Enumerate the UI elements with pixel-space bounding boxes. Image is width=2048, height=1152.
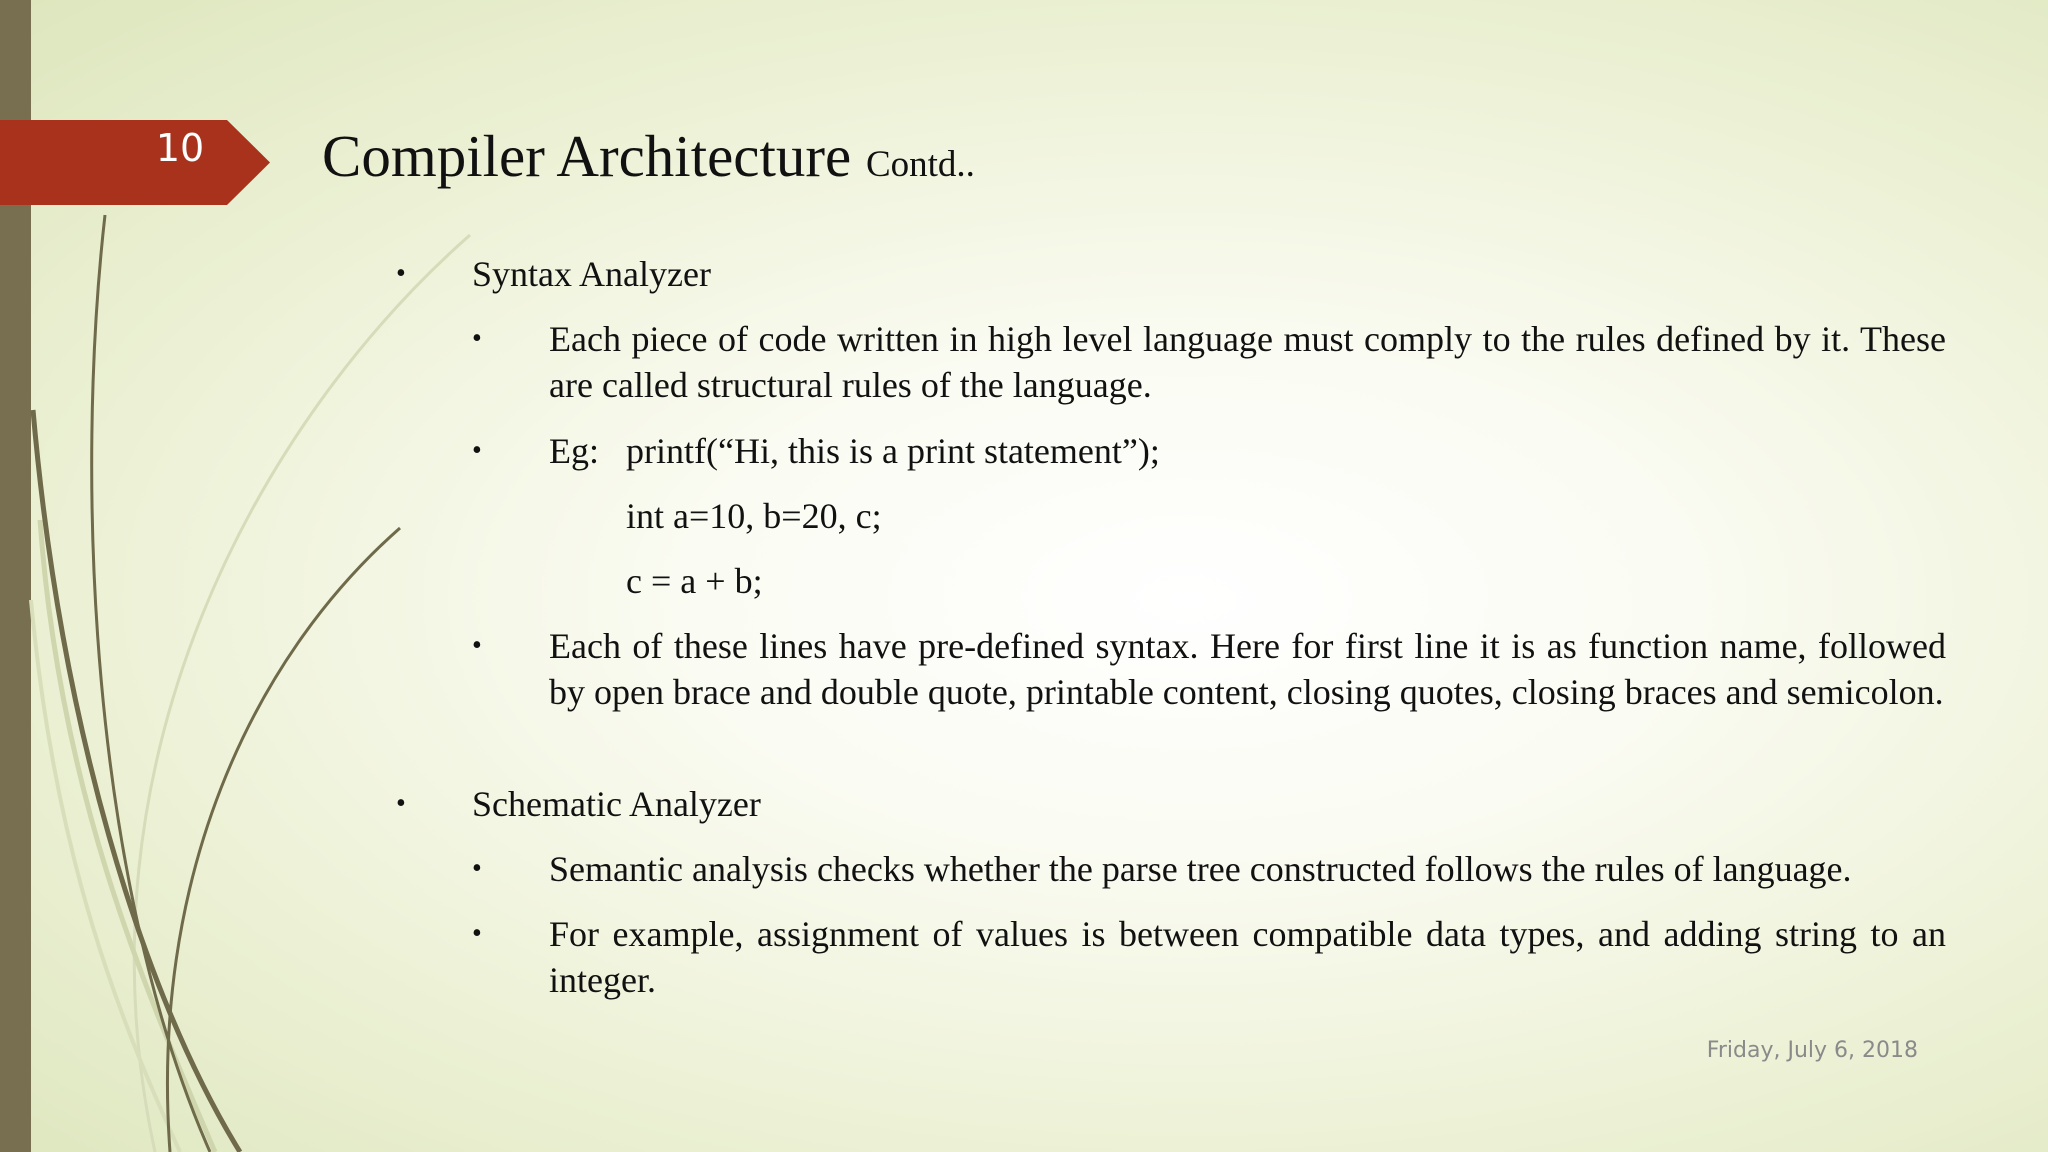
bullet-marker: • [472, 323, 482, 354]
semantic-check-text: Semantic analysis checks whether the parse tree constructed follows the rules of language. [549, 849, 1852, 889]
bullet-marker: • [472, 918, 482, 949]
code-line-printf: printf(“Hi, this is a print statement”); [626, 431, 1160, 471]
syntax-explanation-text: Each of these lines have pre-defined syntax. Here for first line it is as function name, followed by open brace and double quote, printable content, closing quotes, closing braces and semicolon. [549, 626, 1946, 712]
footer-date: Friday, July 6, 2018 [1706, 1038, 1918, 1063]
bullet-marker: • [472, 630, 482, 661]
slide-number: 10 [155, 126, 205, 170]
example-label: Eg: [549, 431, 599, 471]
code-line-declaration: int a=10, b=20, c; [626, 496, 882, 536]
bullet-marker: • [472, 853, 482, 884]
bullet-marker: • [396, 258, 406, 289]
code-line-assignment: c = a + b; [626, 561, 763, 601]
syntax-analyzer-heading: Syntax Analyzer [472, 254, 711, 294]
schematic-analyzer-heading: Schematic Analyzer [472, 784, 761, 824]
slide-title-suffix: Contd.. [865, 144, 975, 185]
slide-title-main: Compiler Architecture [322, 123, 852, 189]
syntax-rules-text: Each piece of code written in high level language must comply to the rules defined by it. These are called structural rules of the language. [549, 319, 1946, 405]
bullet-marker: • [396, 788, 406, 819]
semantic-example-text: For example, assignment of values is between compatible data types, and adding string to an integer. [549, 914, 1946, 1000]
bullet-marker: • [472, 435, 482, 466]
